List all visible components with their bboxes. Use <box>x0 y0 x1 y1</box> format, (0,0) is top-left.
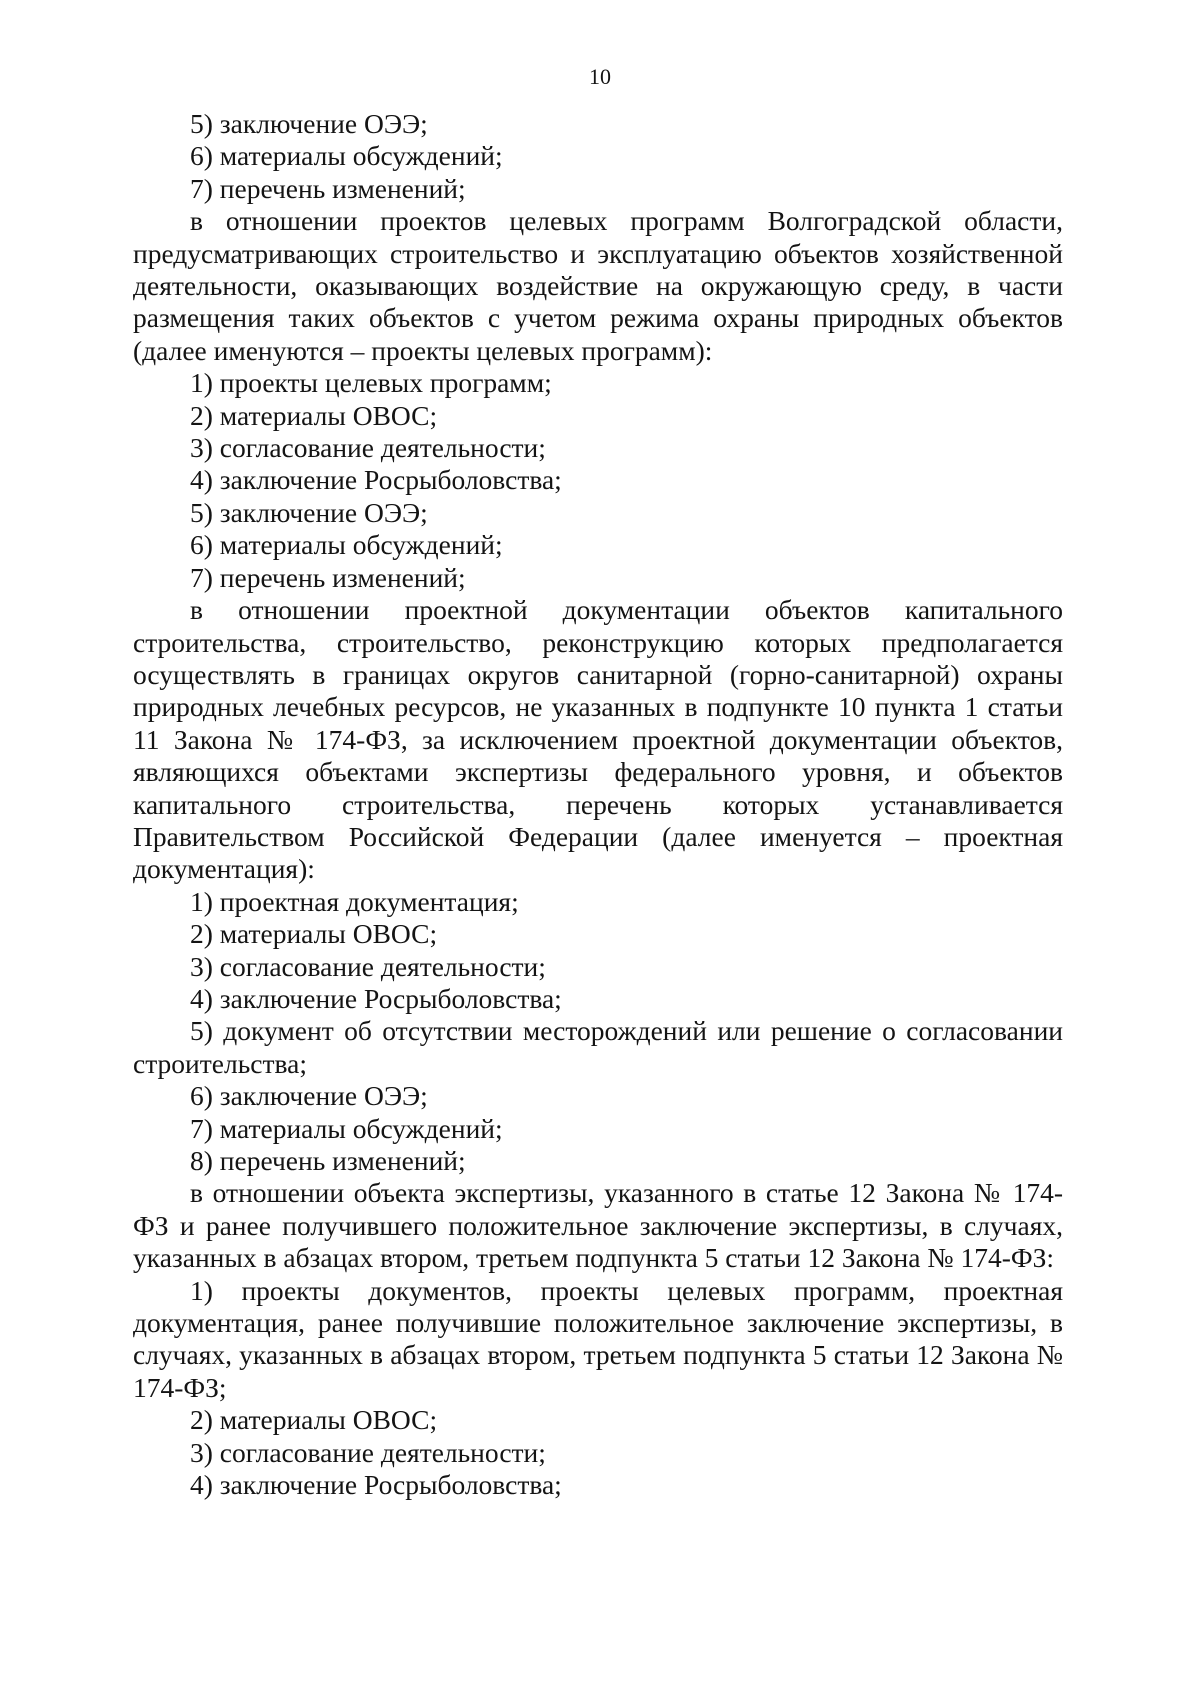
list-item: 8) перечень изменений; <box>190 1145 466 1176</box>
list-item: 3) согласование деятельности; <box>190 432 546 464</box>
list-item: 6) материалы обсуждений; <box>190 529 503 561</box>
list-item: 1) проектная документация; <box>190 885 519 917</box>
document-body <box>133 108 1063 1501</box>
section-paragraph: в отношении объекта экспертизы, указанного в статье 12 Закона № 174-ФЗ и ранее получившего положительное заключение экспертизы, в случаях, указанных в абзацах втором, третьем подпункта 5 статьи 12 Закона № 174-ФЗ: <box>133 1177 1063 1274</box>
section-paragraph: в отношении проектной документации объектов капитального строительства, строительство, реконструкцию которых предполагается осуществлять в границах округов санитарной (горно-санитарной) охраны природных лечебных ресурсов, не указанных в подпункте 10 пункта 1 статьи 11 Закона № 174-ФЗ, за исключением проектной документации объектов, являющихся объектами экспертизы федерального уровня, и объектов капитального строительства, перечень которых устанавливается Правительством Российской Федерации (далее именуется – проектная документация): <box>133 594 1063 885</box>
list-item: 4) заключение Росрыболовства; <box>190 1469 562 1501</box>
list-item: 6) материалы обсуждений; <box>190 140 503 172</box>
list-item: 4) заключение Росрыболовства; <box>190 464 562 496</box>
section-paragraph: в отношении проектов целевых программ Волгоградской области, предусматривающих строительство и эксплуатацию объектов хозяйственной деятельности, оказывающих воздействие на окружающую среду, в части размещения таких объектов с учетом режима охраны природных объектов (далее именуются – проекты целевых программ): <box>133 205 1063 366</box>
list-item: 7) перечень изменений; <box>190 561 466 593</box>
list-item: 2) материалы ОВОС; <box>190 399 438 431</box>
list-item: 1) проекты документов, проекты целевых программ, проектная документация, ранее получившие положительное заключение экспертизы, в случаях, указанных в абзацах втором, третьем подпункта 5 статьи 12 Закона № 174-ФЗ; <box>133 1274 1063 1403</box>
list-item: 6) заключение ОЭЭ; <box>190 1080 428 1112</box>
list-item: 7) материалы обсуждений; <box>190 1112 503 1144</box>
list-item: 4) заключение Росрыболовства; <box>190 982 562 1014</box>
list-item: 7) перечень изменений; <box>190 172 466 204</box>
list-item: 5) заключение ОЭЭ; <box>190 108 428 139</box>
list-item: 5) документ об отсутствии месторождений или решение о согласовании строительства; <box>133 1015 1063 1079</box>
list-item: 1) проекты целевых программ; <box>190 367 552 399</box>
list-item: 5) заключение ОЭЭ; <box>190 496 428 528</box>
page-number: 10 <box>589 64 611 89</box>
list-item: 3) согласование деятельности; <box>190 1436 546 1468</box>
list-item: 2) материалы ОВОС; <box>190 918 438 950</box>
list-item: 2) материалы ОВОС; <box>190 1404 438 1436</box>
list-item: 3) согласование деятельности; <box>190 950 546 982</box>
